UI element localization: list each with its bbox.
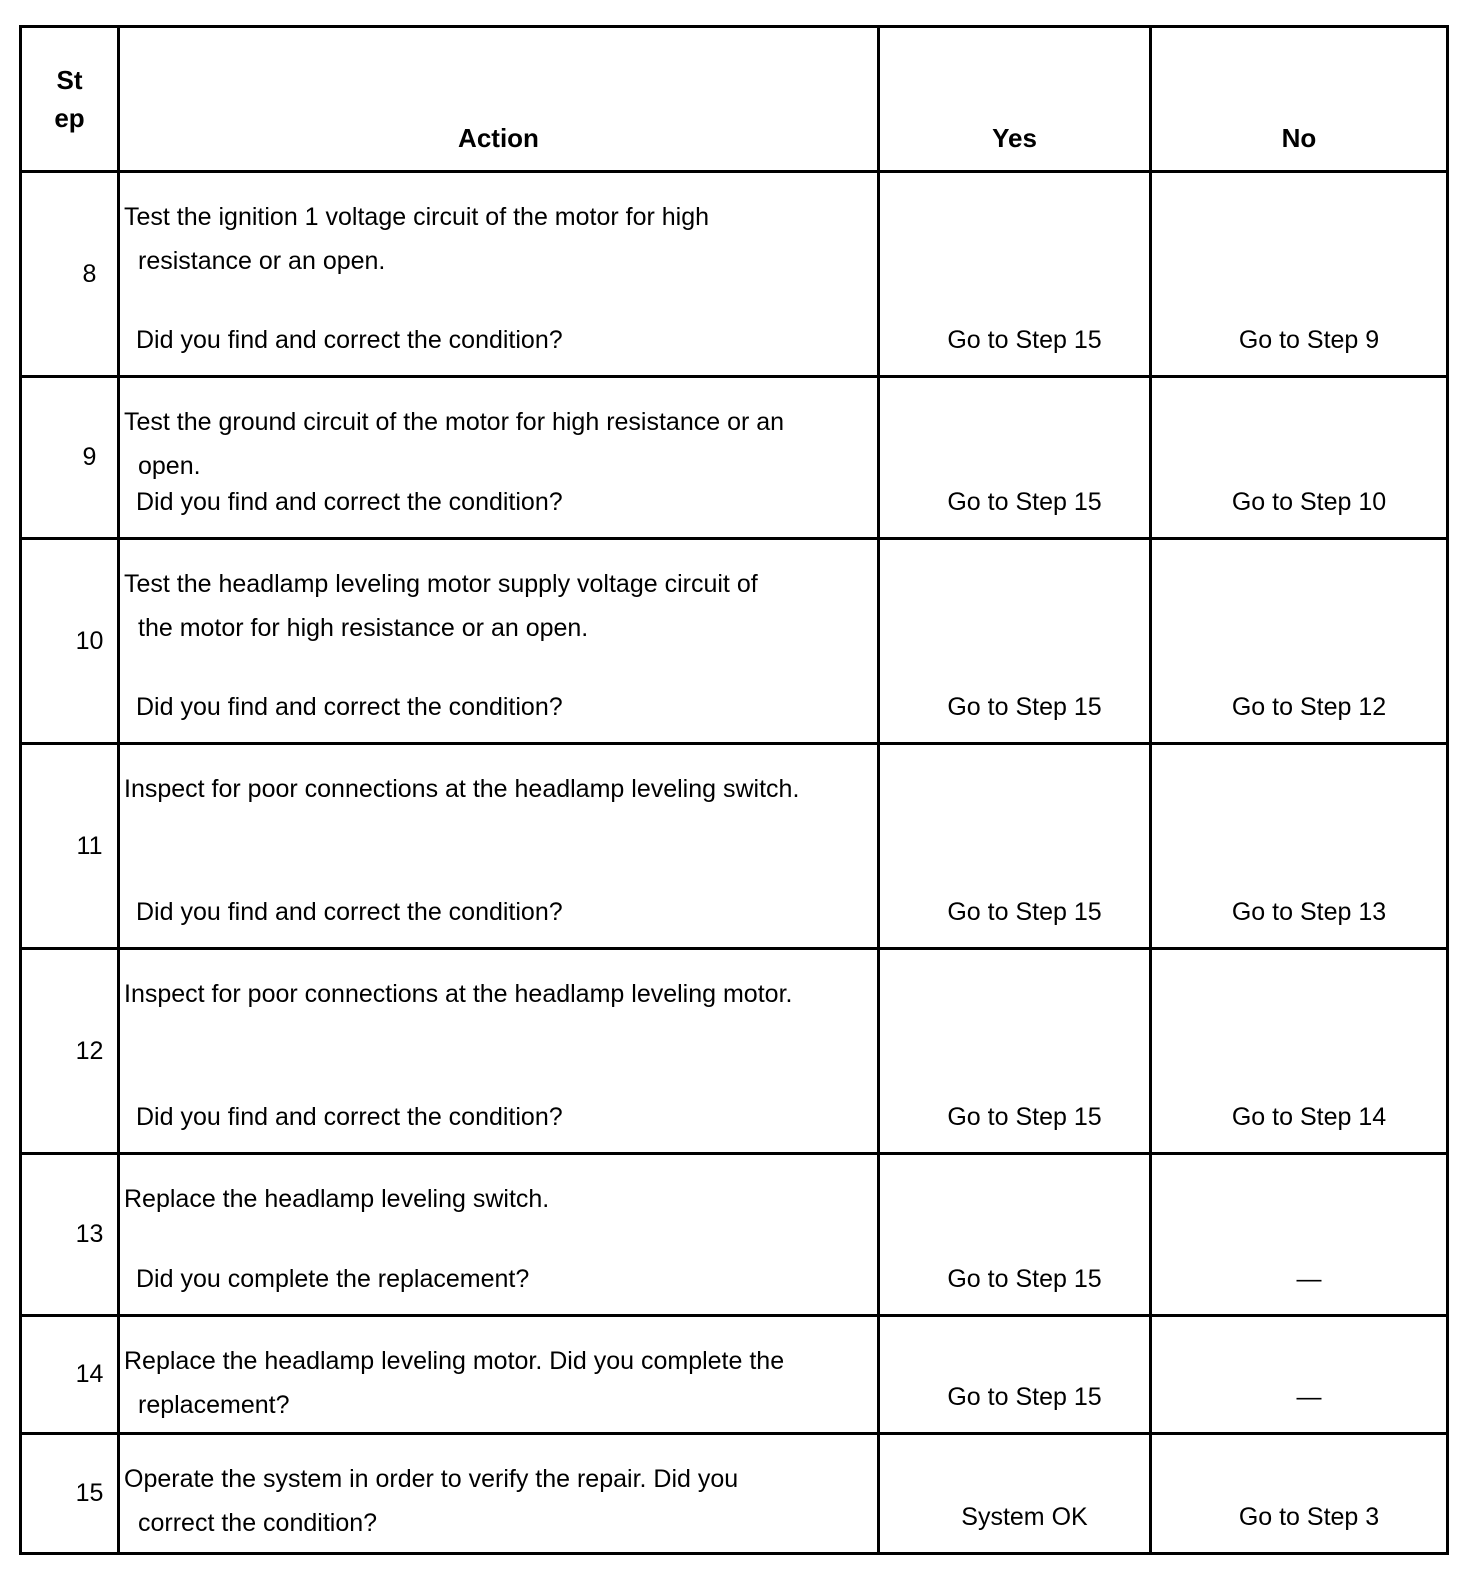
- table-row: [21, 172, 1448, 377]
- table-row: [21, 377, 1448, 539]
- action-cell: [119, 949, 879, 1154]
- action-cell: [119, 172, 879, 377]
- action-question: Did you complete the replacement?: [136, 1265, 530, 1293]
- no-cell: [1151, 172, 1448, 377]
- action-cell: [119, 1434, 879, 1554]
- no-cell: [1151, 1154, 1448, 1316]
- step-number: 11: [21, 744, 119, 949]
- no-result: Go to Step 14: [1231, 1103, 1387, 1131]
- no-result: —: [1296, 1265, 1322, 1293]
- action-line-2: open.: [138, 452, 201, 480]
- no-cell: [1151, 377, 1448, 539]
- table-row: [21, 1434, 1448, 1554]
- action-cell: [119, 539, 879, 744]
- yes-result: Go to Step 15: [947, 1265, 1102, 1293]
- no-result: Go to Step 12: [1231, 693, 1387, 721]
- header-row: [21, 27, 1448, 172]
- header-action: Action: [119, 27, 879, 172]
- table-row: [21, 539, 1448, 744]
- action-cell: [119, 1154, 879, 1316]
- header-yes: Yes: [879, 27, 1151, 172]
- step-number: 9: [21, 377, 119, 539]
- no-cell: [1151, 949, 1448, 1154]
- action-question: Did you find and correct the condition?: [136, 898, 563, 926]
- action-line-1: Replace the headlamp leveling switch.: [124, 1185, 550, 1213]
- step-number: 12: [21, 949, 119, 1154]
- yes-cell: [879, 744, 1151, 949]
- yes-cell: [879, 377, 1151, 539]
- action-cell: [119, 1316, 879, 1434]
- step-number: 13: [21, 1154, 119, 1316]
- diagnostic-table: [19, 25, 1449, 1555]
- action-cell: [119, 744, 879, 949]
- step-number: 14: [21, 1316, 119, 1434]
- action-line-1: Operate the system in order to verify the repair. Did you: [124, 1465, 739, 1493]
- yes-result: Go to Step 15: [947, 898, 1102, 926]
- action-question: Did you find and correct the condition?: [136, 693, 563, 721]
- action-line-2: correct the condition?: [138, 1509, 378, 1537]
- action-line-1: Inspect for poor connections at the headlamp leveling motor.: [124, 980, 793, 1008]
- action-question: Did you find and correct the condition?: [136, 1103, 563, 1131]
- step-number: 8: [21, 172, 119, 377]
- action-question: Did you find and correct the condition?: [136, 326, 563, 354]
- no-result: Go to Step 10: [1231, 488, 1387, 516]
- no-result: Go to Step 9: [1238, 326, 1380, 354]
- no-cell: [1151, 744, 1448, 949]
- no-cell: [1151, 1434, 1448, 1554]
- yes-cell: [879, 1154, 1151, 1316]
- action-line-2: replacement?: [138, 1391, 290, 1419]
- table-row: [21, 744, 1448, 949]
- table-row: [21, 1316, 1448, 1434]
- yes-cell: [879, 1316, 1151, 1434]
- no-cell: [1151, 1316, 1448, 1434]
- action-line-1: Test the ground circuit of the motor for high resistance or an: [124, 408, 785, 436]
- no-result: Go to Step 13: [1231, 898, 1387, 926]
- no-cell: [1151, 539, 1448, 744]
- action-line-1: Test the ignition 1 voltage circuit of the motor for high: [124, 203, 710, 231]
- table-row: [21, 1154, 1448, 1316]
- no-result: —: [1296, 1383, 1322, 1411]
- yes-result: System OK: [961, 1503, 1088, 1531]
- yes-result: Go to Step 15: [947, 1103, 1102, 1131]
- yes-cell: [879, 1434, 1151, 1554]
- yes-result: Go to Step 15: [947, 326, 1102, 354]
- yes-cell: [879, 539, 1151, 744]
- action-line-2: resistance or an open.: [138, 247, 386, 275]
- action-question: Did you find and correct the condition?: [136, 488, 563, 516]
- step-number: 10: [21, 539, 119, 744]
- yes-result: Go to Step 15: [947, 693, 1102, 721]
- header-no: No: [1151, 27, 1448, 172]
- no-result: Go to Step 3: [1238, 1503, 1380, 1531]
- table-row: [21, 949, 1448, 1154]
- step-number: 15: [21, 1434, 119, 1554]
- yes-result: Go to Step 15: [947, 488, 1102, 516]
- action-line-1: Test the headlamp leveling motor supply voltage circuit of: [124, 570, 758, 598]
- action-cell: [119, 377, 879, 539]
- yes-cell: [879, 949, 1151, 1154]
- yes-cell: [879, 172, 1151, 377]
- header-step: St ep: [21, 27, 119, 172]
- action-line-2: the motor for high resistance or an open.: [138, 614, 589, 642]
- action-line-1: Replace the headlamp leveling motor. Did you complete the: [124, 1347, 785, 1375]
- yes-result: Go to Step 15: [947, 1383, 1102, 1411]
- action-line-1: Inspect for poor connections at the headlamp leveling switch.: [124, 775, 800, 803]
